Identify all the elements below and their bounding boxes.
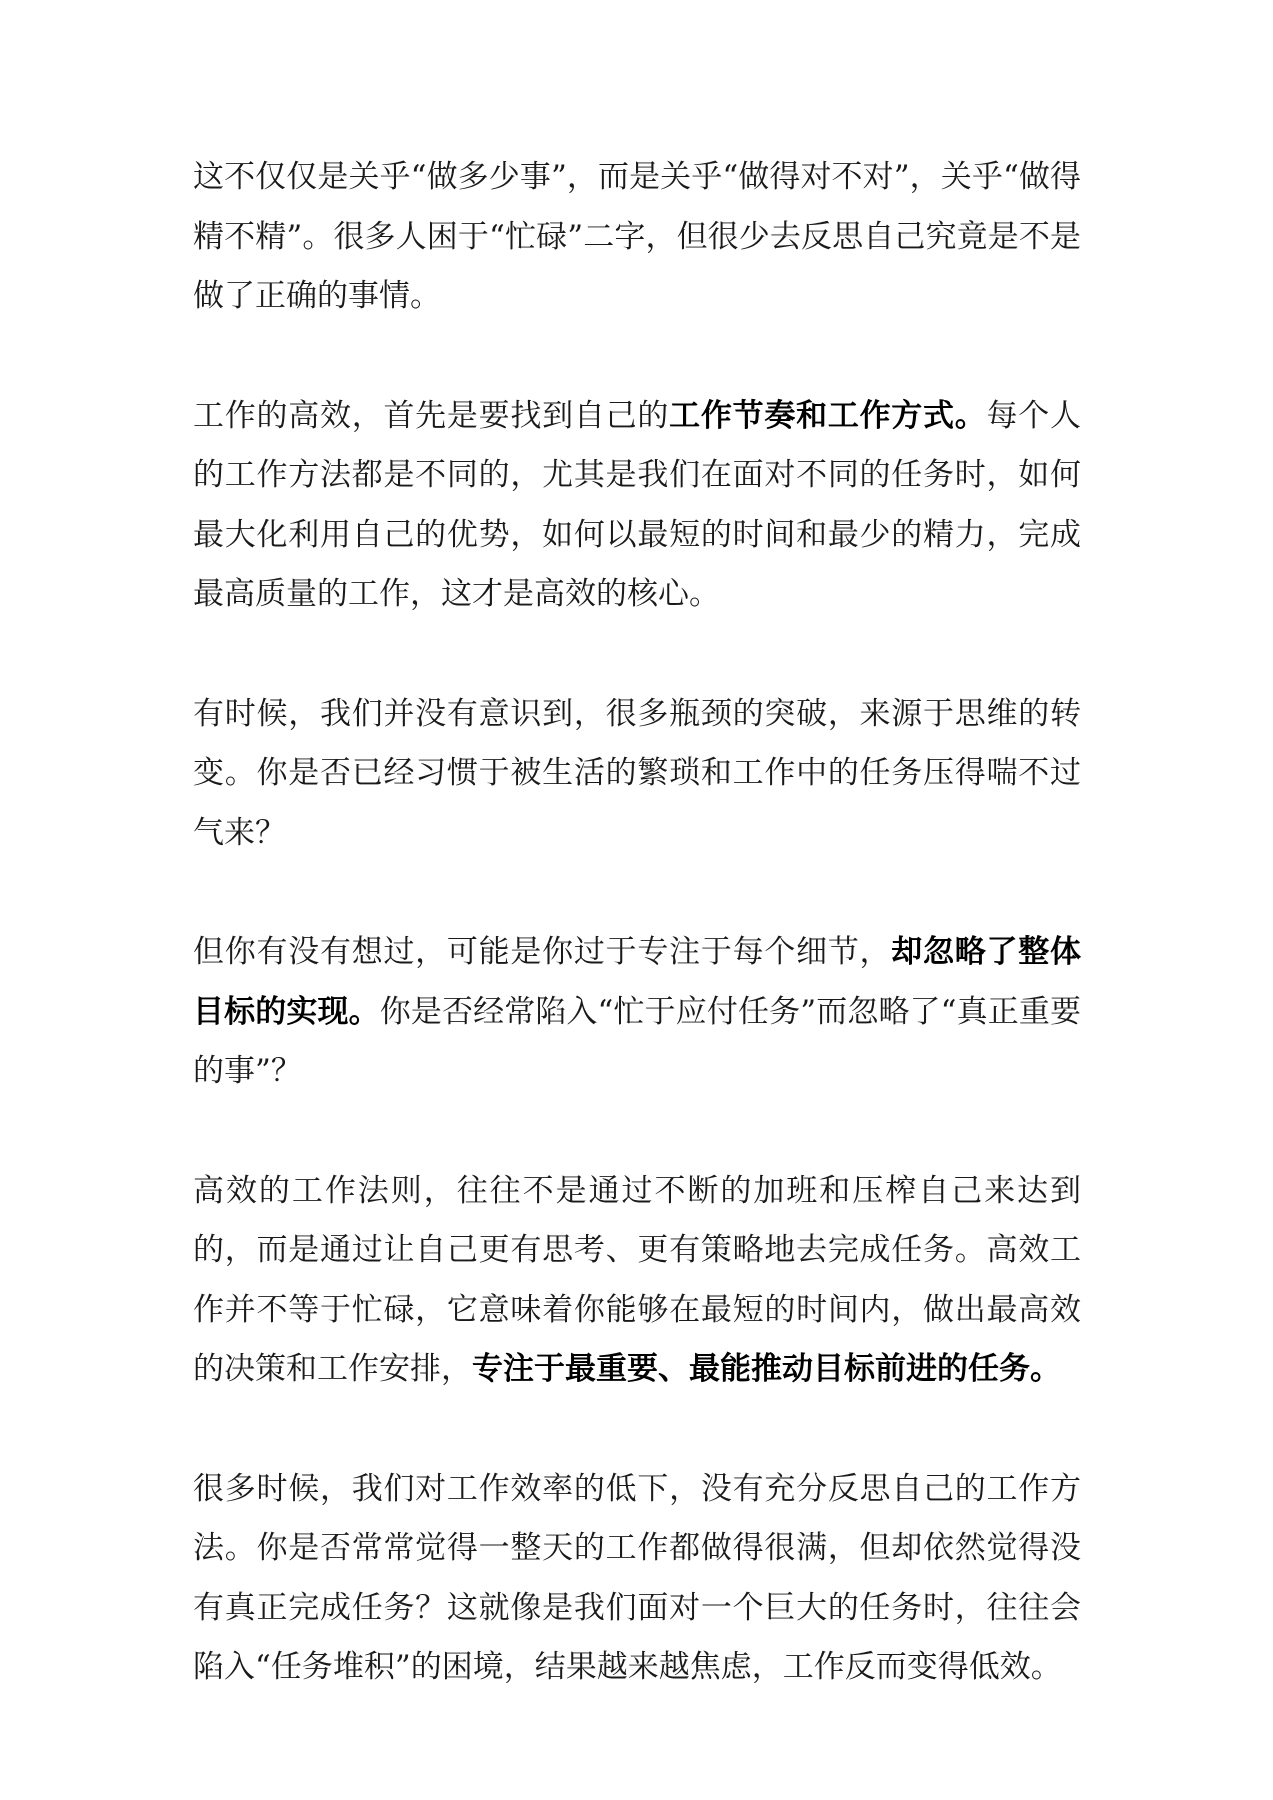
paragraph-5-text: 高效的工作法则，往往不是通过不断的加班和压榨自己来达到的，而是通过让自己更有思考、更有策略地去完成任务。高效工作并不等于忙碌，它意味着你能够在最短的时间内，做出最高效的决策和工作安排， <box>193 1172 1081 1387</box>
paragraph-5 <box>193 1162 1081 1400</box>
paragraph-4-emphasis: 却忽略了整体目标的实现。 <box>193 934 1081 1030</box>
document-body <box>193 148 1081 1698</box>
paragraph-1 <box>193 148 1081 327</box>
paragraph-1-text: 这不仅仅是关乎“做多少事”，而是关乎“做得对不对”，关乎“做得精不精”。很多人困于“忙碌”二字，但很少去反思自己究竟是不是做了正确的事情。 <box>193 159 1081 314</box>
paragraph-2-text-b: 每个人的工作方法都是不同的，尤其是我们在面对不同的任务时，如何最大化利用自己的优势，如何以最短的时间和最少的精力，完成最高质量的工作，这才是高效的核心。 <box>193 397 1082 612</box>
paragraph-4-text-a: 但你有没有想过，可能是你过于专注于每个细节， <box>193 934 892 970</box>
paragraph-3-text: 有时候，我们并没有意识到，很多瓶颈的突破，来源于思维的转变。你是否已经习惯于被生活的繁琐和工作中的任务压得喘不过气来？ <box>193 695 1081 851</box>
paragraph-3 <box>193 685 1081 864</box>
paragraph-2-emphasis: 工作节奏和工作方式。 <box>669 397 987 434</box>
paragraph-2-text-a: 工作的高效，首先是要找到自己的 <box>193 397 670 434</box>
paragraph-6 <box>193 1460 1081 1698</box>
paragraph-6-text: 很多时候，我们对工作效率的低下，没有充分反思自己的工作方法。你是否常常觉得一整天的工作都做得很满，但却依然觉得没有真正完成任务？这就像是我们面对一个巨大的任务时，往往会陷入“任务堆积”的困境，结果越来越焦虑，工作反而变得低效。 <box>193 1470 1081 1685</box>
paragraph-4 <box>193 923 1081 1102</box>
paragraph-2 <box>193 387 1081 625</box>
paragraph-5-emphasis: 专注于最重要、最能推动目标前进的任务。 <box>472 1351 1061 1387</box>
paragraph-4-text-b: 你是否经常陷入“忙于应付任务”而忽略了“真正重要的事”？ <box>193 993 1081 1089</box>
